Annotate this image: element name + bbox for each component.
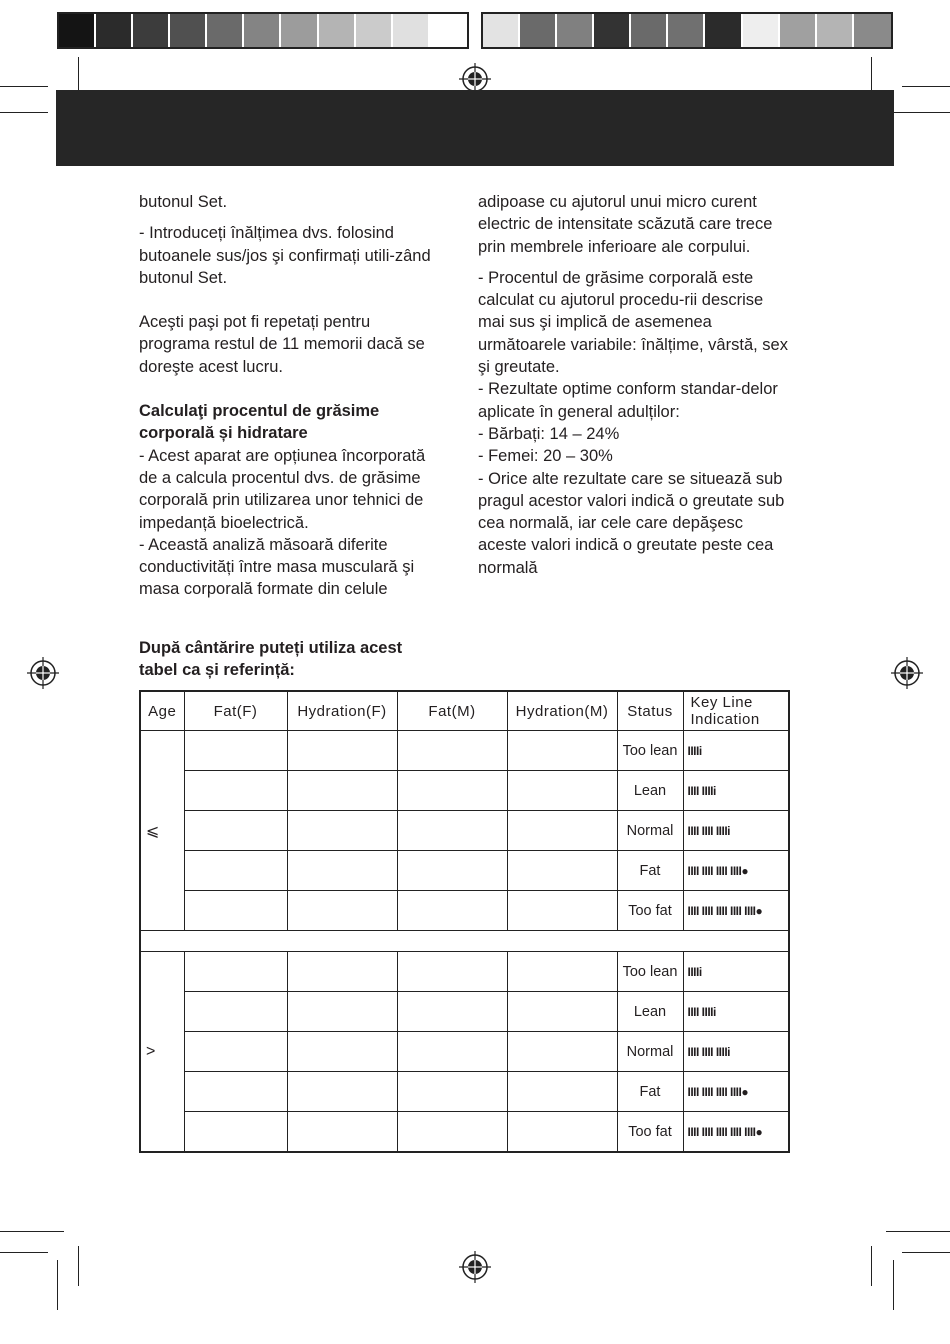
paragraph: - Procentul de grăsime corporală este calculat cu ajutorul procedu-rii descrise mai sus şi implică de asemenea următoarele variabile: înălțime, vârstă, sex şi greutate. (478, 268, 788, 377)
col-header-hydration-f: Hydration(F) (287, 691, 397, 731)
table-row (140, 992, 789, 1032)
key-line-cell: IIII IIII IIII IIII IIII● (683, 891, 789, 931)
fat-f-cell (184, 1072, 287, 1112)
col-header-fat-f: Fat(F) (184, 691, 287, 731)
hydration-f-cell (287, 771, 397, 811)
hydration-m-cell (507, 811, 617, 851)
crop-mark (0, 112, 48, 113)
status-cell: Normal (617, 811, 683, 851)
hydration-m-cell (507, 992, 617, 1032)
status-cell: Lean (617, 992, 683, 1032)
color-swatch (133, 14, 170, 47)
fat-f-cell (184, 992, 287, 1032)
crop-mark (871, 1246, 872, 1286)
status-cell: Too fat (617, 1112, 683, 1153)
fat-m-cell (397, 1032, 507, 1072)
reference-table (139, 690, 790, 1153)
key-line-cell: IIII IIII IIII IIII IIII● (683, 1112, 789, 1153)
col-header-hydration-m: Hydration(M) (507, 691, 617, 731)
crop-mark (0, 1231, 64, 1232)
separator-cell (140, 931, 789, 952)
status-cell: Too lean (617, 952, 683, 992)
section-heading: Calculaţi procentul de grăsime corporală și hidratare (139, 402, 380, 443)
hydration-f-cell (287, 952, 397, 992)
color-swatch (594, 14, 631, 47)
registration-mark-icon (459, 1251, 491, 1283)
crop-mark (57, 1260, 58, 1310)
fat-m-cell (397, 1072, 507, 1112)
hydration-f-cell (287, 891, 397, 931)
color-swatch (854, 14, 891, 47)
hydration-m-cell (507, 1032, 617, 1072)
paragraph: - Această analiză măsoară diferite conductivități între masa musculară şi masa corporală formate din celule (139, 535, 415, 599)
fat-m-cell (397, 1112, 507, 1153)
registration-mark-icon (891, 657, 923, 689)
color-swatch (96, 14, 133, 47)
color-swatch (483, 14, 520, 47)
table-row (140, 952, 789, 992)
color-swatch (430, 14, 467, 47)
crop-mark (902, 86, 950, 87)
color-swatch (281, 14, 318, 47)
color-swatch (170, 14, 207, 47)
table-row (140, 891, 789, 931)
paragraph: - Acest aparat are opțiunea încorporată de a calcula procentul dvs. de grăsime corporală prin utilizarea unor tehnici de impedanță bioelectrică. (139, 446, 426, 532)
hydration-f-cell (287, 1112, 397, 1153)
hydration-m-cell (507, 1072, 617, 1112)
table-row (140, 1112, 789, 1153)
hydration-f-cell (287, 992, 397, 1032)
hydration-m-cell (507, 771, 617, 811)
col-header-fat-m: Fat(M) (397, 691, 507, 731)
table-separator-row (140, 931, 789, 952)
key-line-cell: IIII IIIIi (683, 992, 789, 1032)
paragraph: - Femei: 20 – 30% (478, 447, 613, 466)
fat-f-cell (184, 952, 287, 992)
fat-f-cell (184, 1032, 287, 1072)
fat-m-cell (397, 891, 507, 931)
color-swatch (207, 14, 244, 47)
crop-mark (0, 1252, 48, 1253)
color-swatch (557, 14, 594, 47)
fat-f-cell (184, 731, 287, 771)
paragraph: - Rezultate optime conform standar-delor aplicate în general adulților: (478, 380, 778, 421)
paragraph: - Bărbați: 14 – 24% (478, 424, 620, 443)
key-line-cell: IIIIi (683, 731, 789, 771)
table-row (140, 771, 789, 811)
color-bar-right (481, 12, 893, 49)
crop-mark (893, 1260, 894, 1310)
hydration-f-cell (287, 811, 397, 851)
key-line-cell: IIII IIII IIIIi (683, 1032, 789, 1072)
status-cell: Fat (617, 851, 683, 891)
color-bar-left (57, 12, 469, 49)
status-cell: Normal (617, 1032, 683, 1072)
color-swatch (244, 14, 281, 47)
crop-mark (886, 1231, 950, 1232)
table-row (140, 731, 789, 771)
table-row (140, 1072, 789, 1112)
color-swatch (780, 14, 817, 47)
table-row (140, 811, 789, 851)
status-cell: Too fat (617, 891, 683, 931)
color-swatch (705, 14, 742, 47)
paragraph: butonul Set. (139, 193, 228, 211)
key-line-cell: IIII IIII IIII IIII● (683, 1072, 789, 1112)
fat-m-cell (397, 992, 507, 1032)
color-swatch (668, 14, 705, 47)
status-cell: Fat (617, 1072, 683, 1112)
fat-f-cell (184, 771, 287, 811)
fat-f-cell (184, 1112, 287, 1153)
paragraph: - Orice alte rezultate care se situează sub pragul acestor valori indică o greutate sub cea normală, iar cele care depăşesc aceste valori indică o greutate peste cea normală (478, 469, 785, 577)
table-row (140, 851, 789, 891)
fat-m-cell (397, 811, 507, 851)
hydration-m-cell (507, 851, 617, 891)
fat-m-cell (397, 771, 507, 811)
table-row (140, 1032, 789, 1072)
table-intro: După cântărire puteți utiliza acest tabel ca și referință: (139, 639, 403, 680)
hydration-m-cell (507, 891, 617, 931)
hydration-f-cell (287, 851, 397, 891)
crop-mark (886, 112, 950, 113)
col-header-age: Age (140, 691, 184, 731)
paragraph: Aceşti paşi pot fi repetați pentru programa restul de 11 memorii dacă se doreşte acest lucru. (139, 313, 425, 376)
key-line-cell: IIII IIII IIIIi (683, 811, 789, 851)
fat-f-cell (184, 851, 287, 891)
status-cell: Too lean (617, 731, 683, 771)
col-header-key-line: Key Line Indication (683, 691, 789, 731)
hydration-m-cell (507, 952, 617, 992)
right-column (478, 191, 790, 588)
crop-mark (902, 1252, 950, 1253)
table-header-row (140, 691, 789, 731)
left-column (139, 191, 444, 610)
hydration-f-cell (287, 1072, 397, 1112)
hydration-f-cell (287, 1032, 397, 1072)
color-swatch (319, 14, 356, 47)
age-cell: ⩽ (140, 731, 184, 931)
header-band (56, 90, 894, 166)
color-swatch (520, 14, 557, 47)
color-swatch (631, 14, 668, 47)
crop-mark (0, 86, 48, 87)
color-swatch (393, 14, 430, 47)
registration-mark-icon (27, 657, 59, 689)
key-line-cell: IIII IIIIi (683, 771, 789, 811)
fat-f-cell (184, 891, 287, 931)
fat-f-cell (184, 811, 287, 851)
color-swatch (743, 14, 780, 47)
col-header-status: Status (617, 691, 683, 731)
hydration-m-cell (507, 731, 617, 771)
fat-m-cell (397, 731, 507, 771)
color-swatch (817, 14, 854, 47)
hydration-m-cell (507, 1112, 617, 1153)
color-swatch (59, 14, 96, 47)
age-cell: > (140, 952, 184, 1153)
fat-m-cell (397, 851, 507, 891)
paragraph: - Introduceți înălțimea dvs. folosind butoanele sus/jos şi confirmați utili-zând butonul Set. (139, 224, 431, 287)
paragraph: adipoase cu ajutorul unui micro curent electric de intensitate scăzută care trece prin membrele inferioare ale corpului. (478, 193, 773, 256)
key-line-cell: IIIIi (683, 952, 789, 992)
hydration-f-cell (287, 731, 397, 771)
color-swatch (356, 14, 393, 47)
fat-m-cell (397, 952, 507, 992)
crop-mark (78, 1246, 79, 1286)
status-cell: Lean (617, 771, 683, 811)
key-line-cell: IIII IIII IIII IIII● (683, 851, 789, 891)
